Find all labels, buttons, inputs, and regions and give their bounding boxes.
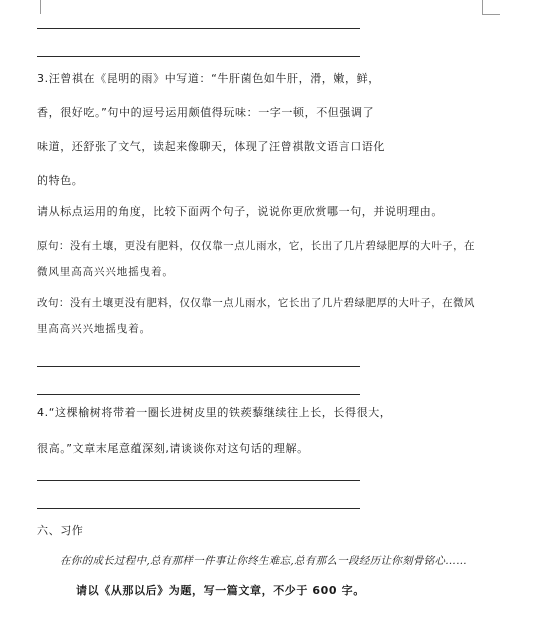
revised-sentence: 改句：没有土壤更没有肥料，仅仅靠一点儿雨水，它长出了几片碧绿肥厚的大叶子，在微风: [37, 297, 475, 309]
q4-line-2: 很高。”文章末尾意蕴深刻,请谈谈你对这句话的理解。: [37, 442, 309, 455]
answer-line[interactable]: [37, 480, 360, 481]
q3-line-1: 3.汪曾祺在《昆明的雨》中写道：“牛肝菌色如牛肝，滑，嫩，鲜，: [37, 72, 380, 85]
original-sentence: 原句：没有土壤，更没有肥料，仅仅靠一点儿雨水，它，长出了几片碧绿肥厚的大叶子，在: [37, 240, 475, 252]
answer-line[interactable]: [37, 508, 360, 509]
answer-line[interactable]: [37, 366, 360, 367]
answer-line[interactable]: [37, 28, 360, 29]
q4-line-1: 4.“这棵榆树将带着一圈长进树皮里的铁蒺藜继续往上长，长得很大，: [37, 406, 392, 419]
crop-mark-right: [482, 0, 483, 14]
crop-mark-right: [482, 14, 500, 15]
section-heading: 六、习作: [37, 524, 84, 537]
q3-line-3: 味道，还舒张了文气，读起来像聊天，体现了汪曾祺散文语言口语化: [37, 140, 385, 153]
essay-prompt: 在你的成长过程中,总有那样一件事让你终生难忘,总有那么一段经历让你刻骨铭心……: [60, 555, 467, 567]
q3-instruction: 请从标点运用的角度，比较下面两个句子，说说你更欣赏哪一句，并说明理由。: [37, 205, 443, 218]
q3-line-2: 香，很好吃。”句中的逗号运用颇值得玩味：一字一顿，不但强调了: [37, 106, 375, 119]
essay-task: 请以《从那以后》为题，写一篇文章，不少于 600 字。: [76, 584, 365, 597]
revised-sentence: 里高高兴兴地摇曳着。: [37, 323, 151, 335]
answer-line[interactable]: [37, 394, 360, 395]
original-sentence: 微风里高高兴兴地摇曳着。: [37, 266, 174, 278]
q3-line-4: 的特色。: [37, 174, 84, 187]
answer-line[interactable]: [37, 56, 360, 57]
crop-mark-left: [40, 0, 41, 14]
